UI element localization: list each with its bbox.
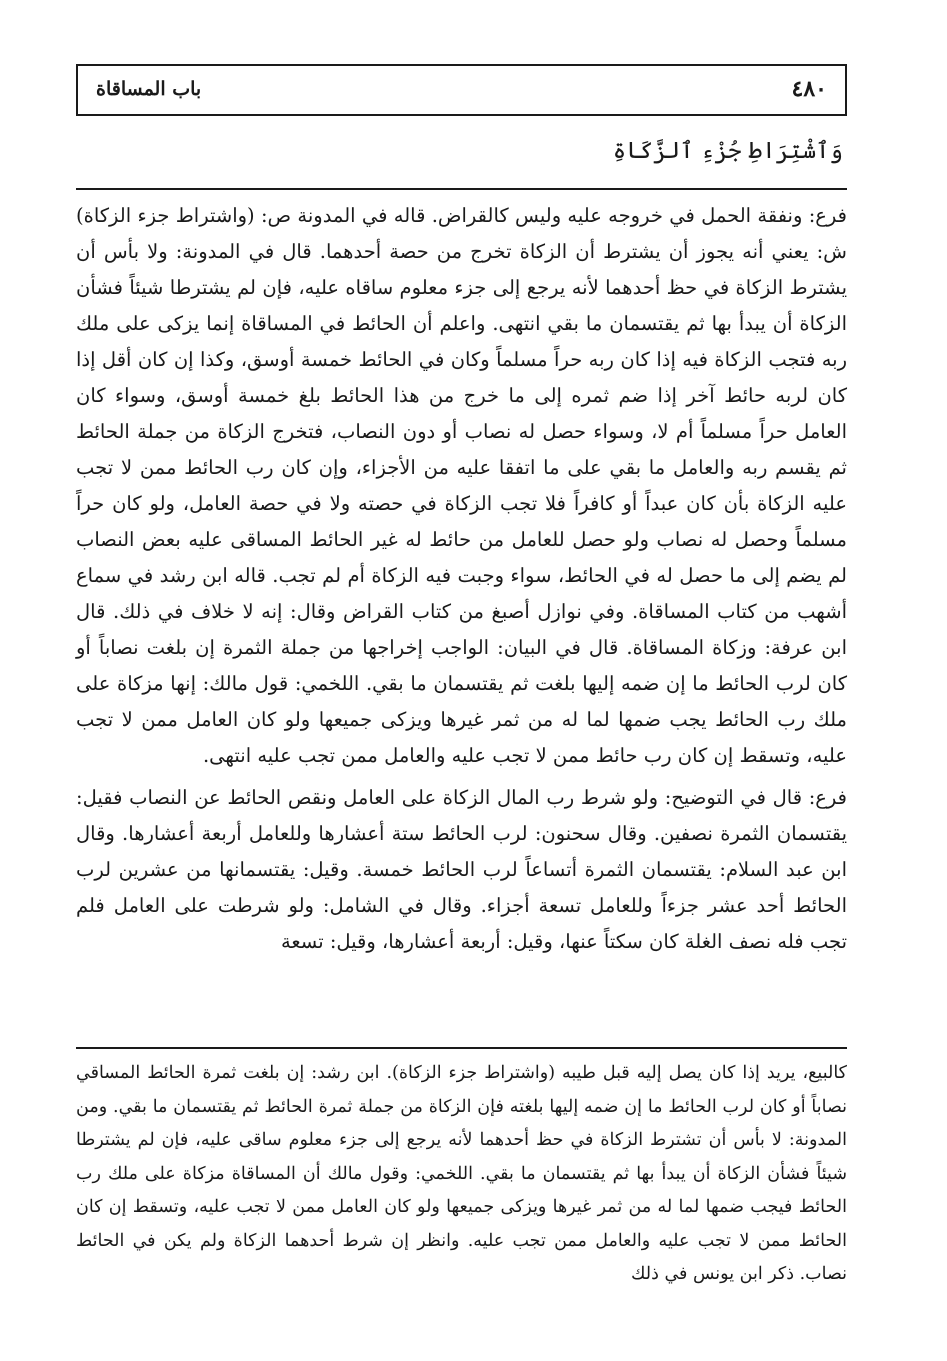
footnotes-body	[76, 1057, 847, 1292]
footnote-paragraph: كالبيع، يريد إذا كان يصل إليه قبل طيبه (واشتراط جزء الزكاة). ابن رشد: إن بلغت ثمرة الحائط المساقي نصاباً أو كان لرب الحائط ما إن ضمه إليها بلغته فإن الزكاة من جملة ثمرة الحائط ثم يقتسمان ما بقي. ومن المدونة: لا بأس أن تشترط الزكاة في حظ أحدهما لأنه يرجع إلى جزء معلوم ساقى عليه، فإن لم يشترطا شيئاً فشأن الزكاة أن يبدأ بها ثم يقتسمان ما بقي. اللخمي: وقول مالك أن المساقاة مزكاة على ملك رب الحائط فيجب ضمها لما له من ثمر غيرها ويزكى جميعها ولو كان العامل ممن لا تجب عليه، وتسقط إن كان الحائط ممن لا تجب عليه والعامل ممن تجب عليه. وانظر إن شرط أحدهما الزكاة ولم يكن في الحائط نصاب. ذكر ابن يونس في ذلك	[76, 1063, 847, 1284]
page-header	[76, 64, 847, 116]
commentary-paragraph: فرع: قال في التوضيح: ولو شرط رب المال الزكاة على العامل ونقص الحائط عن النصاب فقيل: يقتسمان الثمرة نصفين. وقال سحنون: لرب الحائط ستة أعشارها وللعامل أربعة أعشارها. وقال ابن عبد السلام: يقتسمان الثمرة أتساعاً لرب الحائط خمسة. وقيل: يقتسمانها من عشرين لرب الحائط أحد عشر جزءاً وللعامل تسعة أجزاء. وقال في الشامل: ولو شرطت على العامل فلم تجب فله نصف الغلة كان سكتاً عنها، وقيل: أربعة أعشارها، وقيل: تسعة	[76, 786, 847, 953]
footnote-divider	[76, 1047, 847, 1049]
page-number: ٤٨٠	[791, 76, 827, 102]
commentary-paragraph: فرع: ونفقة الحمل في خروجه عليه وليس كالقراض. قاله في المدونة ص: (واشتراط جزء الزكاة) ش: يعني أنه يجوز أن يشترط أن الزكاة تخرج من حصة أحدهما. قال في المدونة: ولا بأس أن يشترط الزكاة في حظ أحدهما لأنه يرجع إلى جزء معلوم ساقاه عليه، فإن لم يشترطا شيئاً فشأن الزكاة أن يبدأ بها ثم يقتسمان ما بقي انتهى. واعلم أن الحائط في المساقاة إنما يزكى على ملك ربه فتجب الزكاة فيه إذا كان ربه حراً مسلماً وكان في الحائط خمسة أوسق، وكذا إن كان أقل إذا كان لربه حائط آخر إذا ضم ثمره إلى ما خرج من هذا الحائط بلغ خمسة أوسق، وسواء كان العامل حراً مسلماً أم لا، وسواء حصل له نصاب أو دون النصاب، فتخرج الزكاة من جملة الحائط ثم يقسم ربه والعامل ما بقي على ما اتفقا عليه من الأجزاء، وإن كان رب الحائط ممن لا تجب عليه الزكاة بأن كان عبداً أو كافراً فلا تجب الزكاة في حصته ولا في حصة العامل، ولو كان حراً مسلماً وحصل له نصاب ولو حصل للعامل من حائط له غير الحائط المساقى عليه بعض النصاب لم يضم إلى ما حصل له في الحائط، سواء وجبت فيه الزكاة أم لم تجب. قاله ابن رشد في سماع أشهب من كتاب المساقاة. وفي نوازل أصبغ من كتاب القراض وقال: إنه لا خلاف في ذلك. قال ابن عرفة: وزكاة المساقاة. قال في البيان: الواجب إخراجها من جملة الثمرة إن بلغت نصاباً أو كان لرب الحائط ما إن ضمه إليها بلغت ثم يقتسمان ما بقي. اللخمي: قول مالك: إنها مزكاة على ملك رب الحائط يجب ضمها لما له من ثمر غيرها ويزكى جميعها ولو كان العامل ممن لا تجب عليه، وتسقط إن كان رب حائط ممن لا تجب عليه والعامل ممن تجب عليه انتهى.	[76, 204, 847, 767]
commentary-body	[76, 198, 847, 960]
chapter-title: باب المساقاة	[96, 78, 202, 100]
matn-divider	[76, 188, 847, 190]
matn-text: وَٱشْتِرَاطِ جُزْءِ ٱلزَّكَاةِ	[612, 138, 843, 164]
